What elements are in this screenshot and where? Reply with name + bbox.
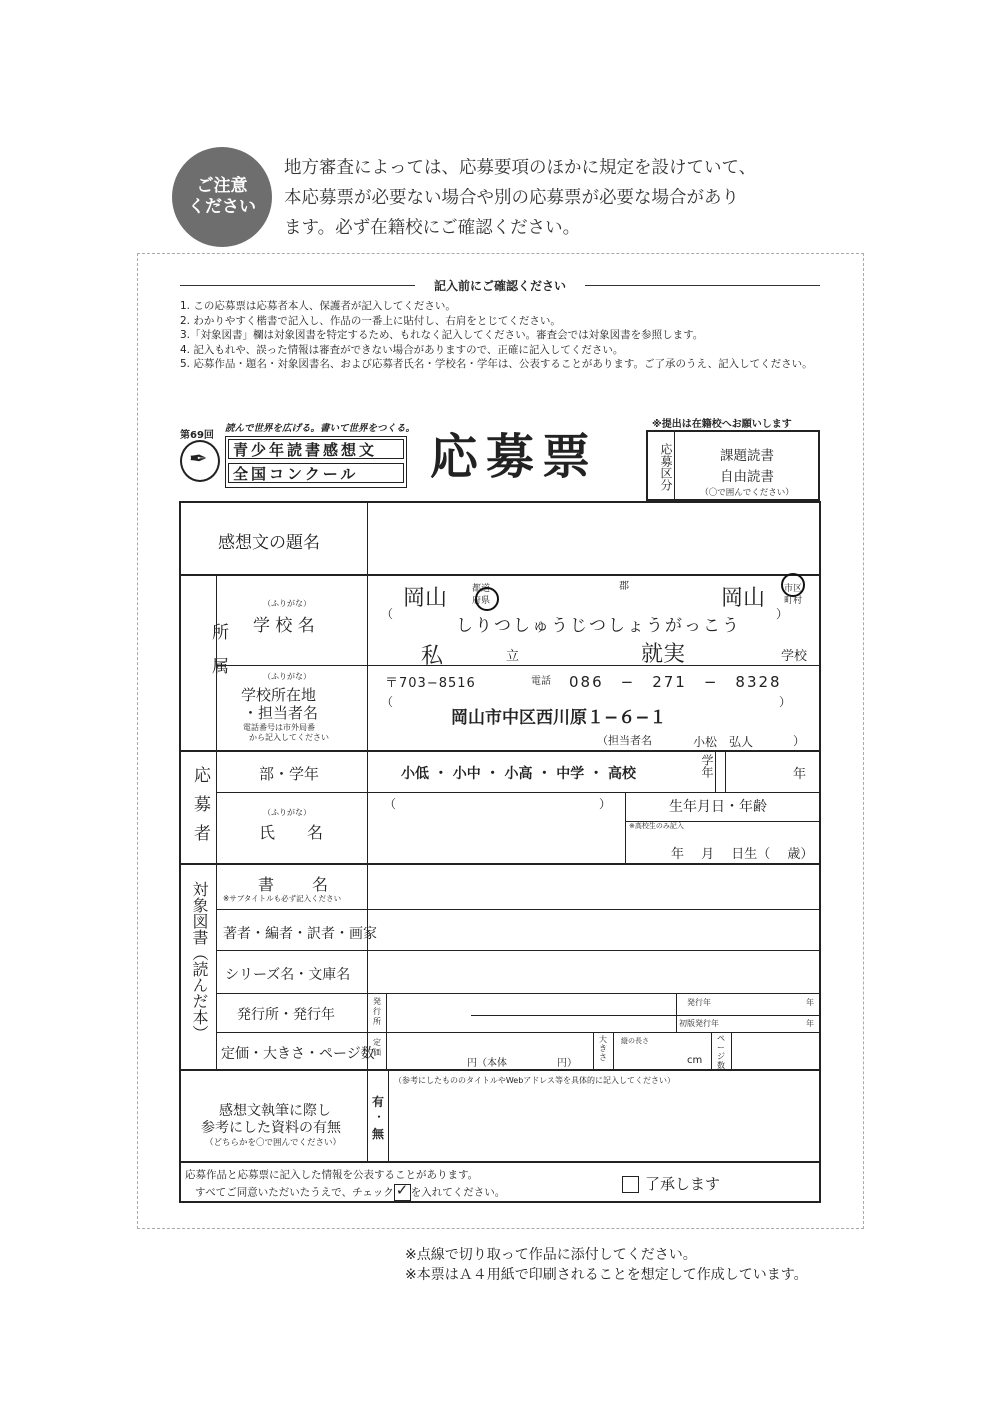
notice-text [284, 153, 824, 243]
ref-yes-option[interactable]: 有 [372, 1095, 385, 1109]
book-title-note: ※サブタイトルも必ず記入ください [223, 894, 342, 903]
notice-badge-line1: ご注意 [196, 175, 248, 196]
gakunen-label: 学年 [700, 754, 714, 778]
contest-line2: 全国コンクール [228, 463, 404, 483]
address-value[interactable]: 岡山市中区西川原１−６−１ [451, 708, 667, 728]
tel-value[interactable]: 086 − 271 − 8328 [569, 673, 782, 691]
author-field[interactable] [369, 911, 817, 949]
category-option-assigned[interactable]: 課題読書 [720, 448, 774, 464]
size-small: 大きさ [599, 1035, 607, 1062]
circle-mark-icon [781, 573, 805, 597]
nen-label: 年 [793, 767, 807, 782]
grade-label: 部・学年 [259, 765, 320, 783]
birth-label: 生年月日・年齢 [669, 799, 767, 815]
category-box [646, 430, 820, 501]
notice-badge [172, 147, 272, 247]
category-option-free[interactable]: 自由読書 [720, 469, 774, 485]
publisher-small: 発行所 [373, 997, 381, 1026]
checklist-item: 5. 応募作品・題名・対象図書名、および応募者氏名・学校名・学年は、公表することがあります。ご了承のうえ、記入してください。 [180, 358, 813, 370]
furigana-note: （ふりがな） [263, 808, 311, 817]
school-furigana-value[interactable]: しりつしゅうじつしょうがっこう [456, 616, 741, 636]
checklist-item: 4. 記入もれや、誤った情報は審査ができない場合がありますので、正確に記入してください。 [180, 343, 624, 356]
paren-close: ） [776, 607, 789, 621]
footer-line1: ※点線で切り取って作品に添付してください。 [405, 1247, 697, 1263]
checklist [180, 299, 820, 372]
consent-checkbox[interactable] [622, 1173, 720, 1194]
contest-line1: 青少年読書感想文 [228, 439, 404, 459]
paren-close: ） [793, 734, 806, 748]
check-mark-icon [394, 1184, 411, 1201]
city-suffix1: 市区 [784, 584, 803, 594]
category-note: （〇で囲んでください） [700, 488, 794, 498]
postal-value[interactable]: 〒703−8516 [385, 676, 476, 691]
checkbox-icon[interactable] [622, 1176, 639, 1193]
paren-close: ） [599, 797, 612, 811]
author-label: 著者・編者・訳者・画家 [223, 926, 377, 942]
category-label: 応募区分 [648, 432, 675, 499]
ref-label2: 参考にした資料の有無 [201, 1120, 341, 1136]
edition-label: 第69回 [180, 430, 214, 441]
consent-box-label: 了承します [645, 1175, 721, 1193]
ref-field[interactable] [391, 1087, 817, 1159]
checklist-item: 2. わかりやすく楷書で記入し、作品の一番上に貼付し、右肩をとじてください。 [180, 314, 561, 327]
gun-label: 郡 [619, 581, 629, 592]
notice-line1: 地方審査によっては、応募要項のほかに規定を設けていて、 [284, 158, 757, 178]
pub-year-label: 発行年 [687, 998, 711, 1007]
series-field[interactable] [369, 952, 817, 992]
furigana-note: （ふりがな） [263, 599, 311, 608]
paren-open: （ [384, 797, 397, 811]
city-value[interactable]: 岡山 [721, 586, 766, 611]
essay-title-label: 感想文の題名 [218, 533, 320, 553]
birth-fields[interactable]: 年 月 日生（ 歳） [671, 847, 814, 862]
nen-label: 年 [806, 1019, 814, 1028]
yen-label: 円（本体 円） [467, 1058, 577, 1069]
address-note1: 電話番号は市外局番 [243, 723, 315, 732]
price-label: 定価・大きさ・ページ数 [221, 1046, 375, 1062]
notice-line3: ます。必ず在籍校にご確認ください。 [284, 218, 581, 238]
contest-name [225, 436, 407, 488]
gakko-label: 学校 [781, 649, 808, 664]
address-label2: ・担当者名 [243, 704, 319, 722]
prefecture-value[interactable]: 岡山 [403, 586, 448, 611]
footer-line2: ※本票はＡ４用紙で印刷されることを想定して作成しています。 [405, 1267, 808, 1283]
ref-instruction: （参考にしたもののタイトルやWebアドレス等を具体的に記入してください） [394, 1076, 676, 1085]
city-suffix2: 町村 [784, 596, 803, 606]
tagline: 読んで世界を広げる。書いて世界をつくる。 [225, 423, 416, 434]
name-field[interactable] [371, 810, 621, 858]
book-title-label: 書 名 [258, 875, 331, 894]
pref-suffix2: 府県 [472, 596, 491, 606]
ritsu-label: 立 [506, 649, 520, 664]
pages-small: ページ数 [717, 1034, 725, 1070]
paren-open: （ [381, 607, 394, 621]
book-label: 対象図書（読んだ本） [190, 881, 209, 1041]
teacher-label: （担当者名 [597, 734, 652, 747]
school-type-value[interactable]: 私 [421, 644, 444, 669]
height-note: 縦の長さ [621, 1037, 649, 1045]
ref-separator: ・ [373, 1110, 386, 1124]
essay-title-field[interactable] [369, 505, 817, 571]
cm-label: cm [687, 1055, 703, 1066]
price-small: 定価 [373, 1038, 381, 1057]
birth-note: ※高校生のみ記入 [629, 822, 684, 830]
circle-mark-icon [475, 587, 499, 611]
address-label1: 学校所在地 [241, 686, 317, 704]
school-name-label: 学 校 名 [253, 616, 315, 636]
ref-no-option[interactable]: 無 [372, 1127, 385, 1141]
ref-label1: 感想文執筆に際し [219, 1103, 331, 1119]
address-note2: から記入してください [249, 733, 329, 742]
ref-note: （どちらかを〇で囲んでください） [205, 1138, 342, 1148]
book-title-field[interactable] [369, 866, 817, 907]
applicant-label: 応募者 [190, 766, 210, 853]
checklist-item: 1. この応募票は応募者本人、保護者が記入してください。 [180, 300, 456, 312]
publisher-label: 発行所・発行年 [237, 1007, 335, 1023]
submit-note: ※提出は在籍校へお願いします [652, 419, 792, 430]
grade-options[interactable]: 小低 ・ 小中 ・ 小高 ・ 中学 ・ 高校 [401, 766, 636, 782]
series-label: シリーズ名・文庫名 [225, 967, 351, 983]
pref-suffix1: 都道 [472, 584, 491, 594]
affiliation-label: 所 属 [208, 623, 228, 674]
teacher-value[interactable]: 小松 弘人 [693, 735, 754, 749]
nen-label: 年 [806, 998, 814, 1007]
contest-logo-icon [180, 440, 220, 482]
checklist-item: 3.「対象図書」欄は対象図書を特定するため、もれなく記入してください。審査会では対象図書を参照します。 [180, 329, 704, 341]
first-year-label: 初版発行年 [679, 1019, 719, 1028]
paren-close: ） [779, 695, 792, 709]
consent-line2: すべてご同意いただいたうえで、チェック✓ を入れてください。 [195, 1184, 505, 1201]
notice-badge-line2: ください [188, 197, 256, 217]
school-name-value[interactable]: 就実 [641, 642, 686, 667]
notice-line2: 本応募票が必要ない場合や別の応募票が必要な場合があり [284, 188, 739, 208]
consent-line1: 応募作品と応募票に記入した情報を公表することがあります。 [185, 1169, 479, 1181]
application-form [179, 501, 821, 1203]
paren-open: （ [381, 695, 394, 709]
tel-label: 電話 [531, 676, 551, 687]
form-title: 応募票 [430, 429, 599, 485]
checklist-title: 記入前にご確認ください [180, 277, 820, 294]
furigana-note: （ふりがな） [263, 672, 311, 681]
name-label: 氏 名 [259, 823, 324, 842]
